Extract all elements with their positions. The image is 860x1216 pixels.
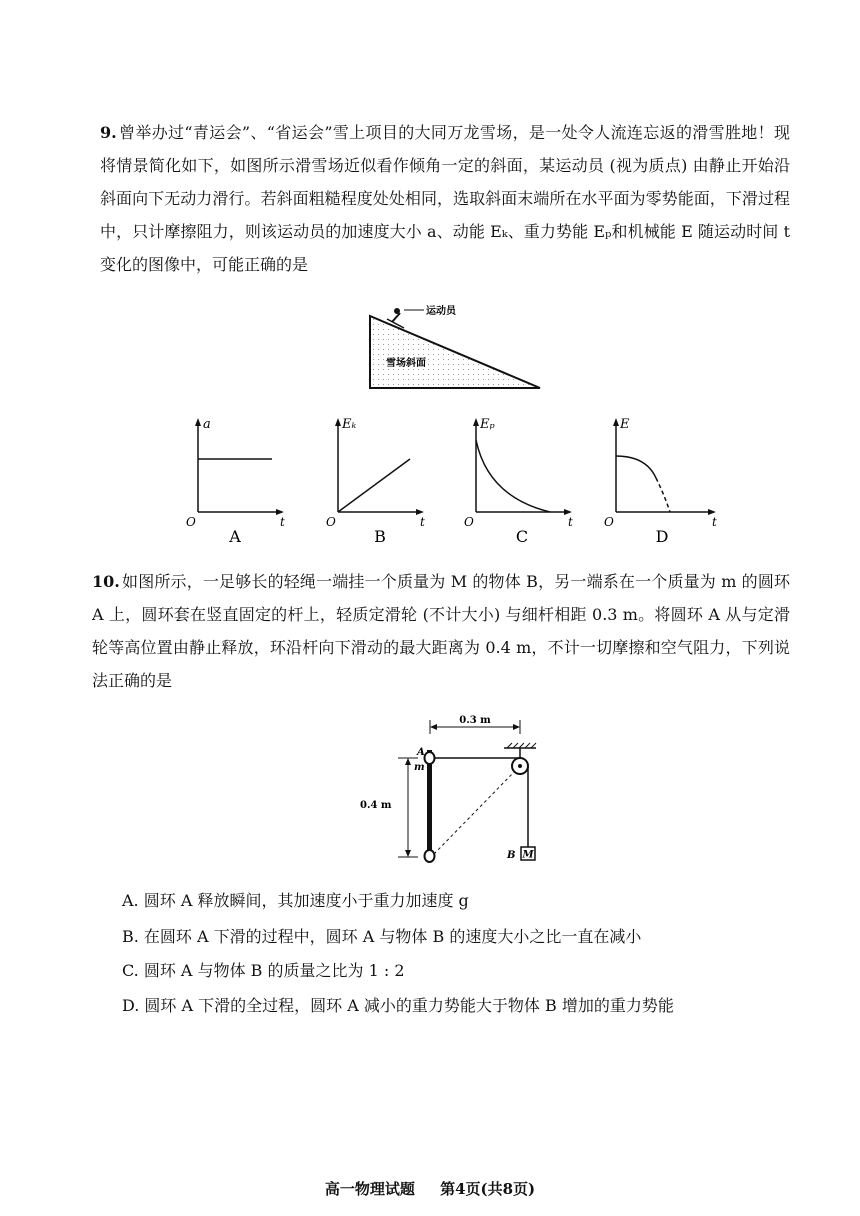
- graph-d-origin: O: [604, 515, 614, 529]
- ring-mass-label: m: [414, 762, 425, 773]
- graph-d-curve: [616, 456, 656, 478]
- graph-c-xlabel: t: [568, 515, 573, 529]
- option-b: B. 在圆环 A 下滑的过程中，圆环 A 与物体 B 的速度大小之比一直在减小: [122, 927, 642, 946]
- block-mass-label: M: [522, 849, 534, 861]
- graph-c: [458, 412, 583, 547]
- question-9-number: 9.: [100, 123, 117, 142]
- question-10-text: 10. 如图所示，一足够长的轻绳一端挂一个质量为 M 的物体 B，另一端系在一个质量为 m 的圆环 A 上，圆环套在竖直固定的杆上，轻质定滑轮 (不计大小) 与细杆相距 0.3 m。将圆环 A 从与定滑轮等高位置由静止释放，环沿杆向下滑动的最大距离为 0.4 m，不计一切摩擦和空气阻力，下列说法正确的是: [92, 572, 790, 690]
- ring-a-top: [425, 752, 435, 764]
- page-footer: [0, 1178, 860, 1199]
- slope-label: 雪场斜面: [386, 358, 426, 369]
- graph-b-origin: O: [326, 515, 336, 529]
- block-label: B: [507, 850, 516, 861]
- graph-c-letter: C: [515, 527, 529, 546]
- ring-label: A: [417, 747, 425, 758]
- width-label: 0.3 m: [459, 715, 491, 726]
- graph-b-curve: [338, 459, 410, 512]
- graph-a-xlabel: t: [280, 515, 285, 529]
- graph-d-ylabel: E: [620, 417, 630, 432]
- graph-b-ylabel: Eₖ: [342, 417, 357, 432]
- graph-d-letter: D: [655, 527, 669, 546]
- graph-c-curve: [476, 440, 550, 512]
- graph-d-xlabel: t: [712, 515, 717, 529]
- skier-label: 运动员: [426, 306, 456, 317]
- vertical-rod: [427, 750, 432, 860]
- graph-a-letter: A: [229, 527, 241, 546]
- question-10: [92, 565, 790, 697]
- graph-c-origin: O: [464, 515, 474, 529]
- graph-a: [180, 412, 295, 547]
- ring-a-bottom: [425, 850, 435, 862]
- graph-d-dashed-curve: [656, 478, 670, 512]
- graph-d: [598, 412, 728, 547]
- question-10-number: 10.: [92, 572, 120, 591]
- option-d: D. 圆环 A 下滑的全过程，圆环 A 减小的重力势能大于物体 B 增加的重力势能: [122, 996, 674, 1015]
- graph-a-origin: O: [186, 515, 196, 529]
- graph-b: [320, 412, 435, 547]
- footer-page: 第4页(共8页): [440, 1180, 536, 1198]
- slope-figure: [362, 298, 552, 393]
- question-9: [100, 116, 790, 281]
- question-9-text: 9. 曾举办过“青运会”、“省运会”雪上项目的大同万龙雪场，是一处令人流连忘返的滑雪胜地！现将情景简化如下，如图所示滑雪场近似看作倾角一定的斜面，某运动员 (视为质点) 由静止开始沿斜面向下无动力滑行。若斜面粗糙程度处处相同，选取斜面末端所在水平面为零势能面，下滑过程中，只计摩擦阻力，则该运动员的加速度大小 a、动能 Eₖ、重力势能 Eₚ和机械能 E 随运动时间 t 变化的图像中，可能正确的是: [100, 123, 790, 274]
- graph-b-xlabel: t: [420, 515, 425, 529]
- slope-triangle: [370, 316, 540, 388]
- pulley-figure: [360, 714, 545, 874]
- option-a: A. 圆环 A 释放瞬间，其加速度小于重力加速度 g: [122, 891, 469, 910]
- graph-b-letter: B: [374, 527, 386, 546]
- height-label: 0.4 m: [360, 800, 392, 811]
- graph-a-ylabel: a: [203, 417, 211, 432]
- footer-title: 高一物理试题: [324, 1180, 415, 1198]
- graph-c-ylabel: Eₚ: [480, 417, 495, 432]
- option-c: C. 圆环 A 与物体 B 的质量之比为 1 : 2: [122, 961, 405, 980]
